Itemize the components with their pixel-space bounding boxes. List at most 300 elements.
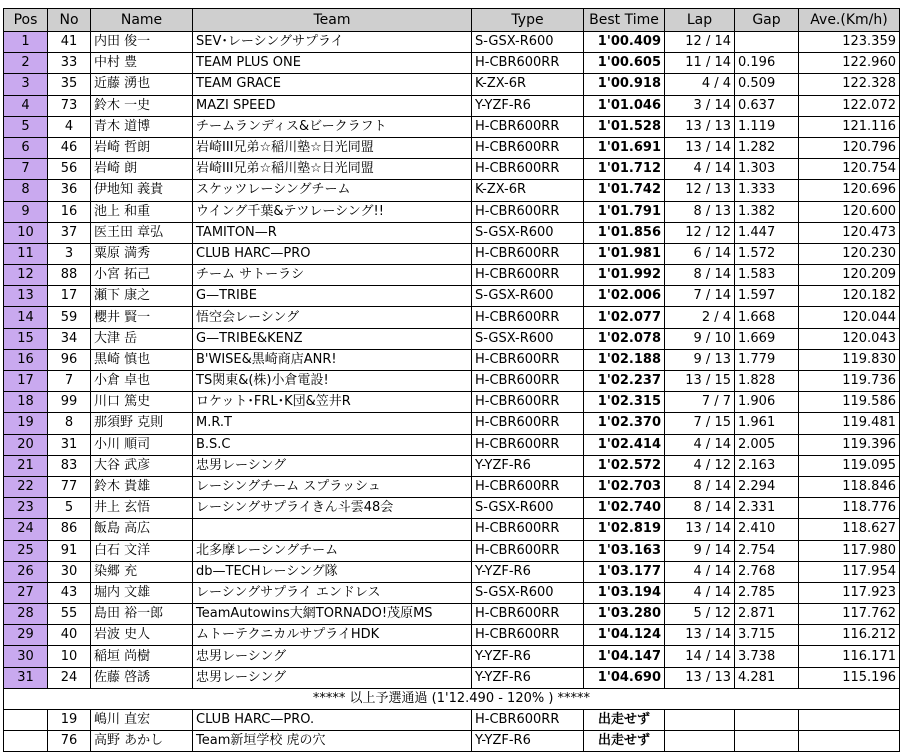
table-row [4, 32, 900, 53]
cell-gap [735, 32, 799, 53]
cell-no: 86 [48, 519, 91, 540]
cell-team: TS関東&(株)小倉電設! [193, 371, 472, 392]
cell-no: 77 [48, 476, 91, 497]
cell-name: 鈴木 一史 [91, 95, 193, 116]
cell-ave: 116.171 [799, 646, 900, 667]
cell-name: 染郷 充 [91, 561, 193, 582]
header-pos: Pos [4, 9, 48, 32]
cell-team: 岩崎III兄弟☆稲川塾☆日光同盟 [193, 159, 472, 180]
cell-ave: 120.044 [799, 307, 900, 328]
table-row [4, 286, 900, 307]
cell-type: H-CBR600RR [472, 413, 584, 434]
cell-lap [665, 731, 735, 752]
cell-pos: 15 [4, 328, 48, 349]
cell-gap: 1.572 [735, 243, 799, 264]
table-row [4, 201, 900, 222]
cell-gap: 1.119 [735, 116, 799, 137]
table-row [4, 498, 900, 519]
cell-ave: 120.473 [799, 222, 900, 243]
cell-best: 1'03.194 [584, 582, 665, 603]
cell-no: 56 [48, 159, 91, 180]
cell-best: 出走せず [584, 731, 665, 752]
cell-ave: 117.954 [799, 561, 900, 582]
cell-no: 35 [48, 74, 91, 95]
cell-pos: 11 [4, 243, 48, 264]
cell-type: S-GSX-R600 [472, 328, 584, 349]
cell-best: 1'02.315 [584, 392, 665, 413]
cell-pos: 28 [4, 604, 48, 625]
cell-ave: 120.230 [799, 243, 900, 264]
cell-type: K-ZX-6R [472, 180, 584, 201]
table-row [4, 371, 900, 392]
cell-gap: 2.785 [735, 582, 799, 603]
cell-name: 中村 豊 [91, 53, 193, 74]
cell-lap: 8 / 14 [665, 476, 735, 497]
cell-type: H-CBR600RR [472, 371, 584, 392]
cell-lap: 9 / 10 [665, 328, 735, 349]
table-row [4, 604, 900, 625]
cell-no: 17 [48, 286, 91, 307]
qualify-note-row [4, 688, 900, 709]
cell-no: 83 [48, 455, 91, 476]
cell-gap: 3.715 [735, 625, 799, 646]
cell-ave: 117.980 [799, 540, 900, 561]
cell-gap: 1.333 [735, 180, 799, 201]
cell-team: TEAM GRACE [193, 74, 472, 95]
cell-best: 1'02.740 [584, 498, 665, 519]
cell-gap: 1.779 [735, 349, 799, 370]
cell-no: 46 [48, 137, 91, 158]
cell-name: 瀬下 康之 [91, 286, 193, 307]
table-row [4, 180, 900, 201]
cell-gap: 2.294 [735, 476, 799, 497]
cell-no: 10 [48, 646, 91, 667]
results-sheet [3, 8, 900, 752]
cell-no: 91 [48, 540, 91, 561]
cell-ave: 117.923 [799, 582, 900, 603]
cell-name: 川口 篤史 [91, 392, 193, 413]
cell-lap: 7 / 14 [665, 286, 735, 307]
cell-name: 櫻井 賢一 [91, 307, 193, 328]
cell-team: MAZI SPEED [193, 95, 472, 116]
cell-lap: 8 / 13 [665, 201, 735, 222]
table-row [4, 328, 900, 349]
dns-row [4, 731, 900, 752]
cell-best: 1'02.077 [584, 307, 665, 328]
cell-name: 大谷 武彦 [91, 455, 193, 476]
cell-ave: 122.328 [799, 74, 900, 95]
cell-team [193, 519, 472, 540]
table-row [4, 265, 900, 286]
table-row [4, 116, 900, 137]
cell-team: TAMITON—R [193, 222, 472, 243]
cell-best: 1'01.791 [584, 201, 665, 222]
cell-gap: 1.583 [735, 265, 799, 286]
cell-lap: 4 / 12 [665, 455, 735, 476]
cell-lap: 6 / 14 [665, 243, 735, 264]
cell-pos: 20 [4, 434, 48, 455]
cell-pos: 10 [4, 222, 48, 243]
cell-pos: 27 [4, 582, 48, 603]
table-row [4, 646, 900, 667]
cell-ave [799, 731, 900, 752]
cell-ave: 118.846 [799, 476, 900, 497]
header-name: Name [91, 9, 193, 32]
cell-no: 30 [48, 561, 91, 582]
cell-team: ロケット･FRL･K団&笠井R [193, 392, 472, 413]
cell-lap: 9 / 14 [665, 540, 735, 561]
table-row [4, 137, 900, 158]
cell-lap: 13 / 14 [665, 519, 735, 540]
cell-team: チーム サトーラシ [193, 265, 472, 286]
cell-no: 34 [48, 328, 91, 349]
cell-team: B.S.C [193, 434, 472, 455]
cell-type: K-ZX-6R [472, 74, 584, 95]
cell-name: 青木 道博 [91, 116, 193, 137]
cell-best: 1'04.124 [584, 625, 665, 646]
dns-body [4, 710, 900, 752]
header-ave: Ave.(Km/h) [799, 9, 900, 32]
cell-name: 小宮 拓己 [91, 265, 193, 286]
cell-team: レーシングサプライ エンドレス [193, 582, 472, 603]
cell-name: 小川 順司 [91, 434, 193, 455]
cell-team: G—TRIBE&KENZ [193, 328, 472, 349]
cell-gap: 1.906 [735, 392, 799, 413]
cell-name: 伊地知 義貴 [91, 180, 193, 201]
cell-type: H-CBR600RR [472, 265, 584, 286]
cell-team: TeamAutowins大網TORNADO!茂原MS [193, 604, 472, 625]
cell-team: 忠男レーシング [193, 667, 472, 688]
cell-lap: 12 / 13 [665, 180, 735, 201]
cell-pos: 8 [4, 180, 48, 201]
cell-best: 1'04.147 [584, 646, 665, 667]
cell-gap: 1.668 [735, 307, 799, 328]
cell-type: H-CBR600RR [472, 201, 584, 222]
cell-gap [735, 710, 799, 731]
table-row [4, 392, 900, 413]
cell-gap: 2.163 [735, 455, 799, 476]
cell-gap: 1.828 [735, 371, 799, 392]
cell-gap: 1.447 [735, 222, 799, 243]
cell-best: 1'03.280 [584, 604, 665, 625]
cell-pos [4, 731, 48, 752]
table-row [4, 159, 900, 180]
table-row [4, 667, 900, 688]
cell-best: 1'02.572 [584, 455, 665, 476]
cell-ave: 119.396 [799, 434, 900, 455]
cell-best: 1'02.006 [584, 286, 665, 307]
cell-team: 忠男レーシング [193, 646, 472, 667]
cell-pos: 14 [4, 307, 48, 328]
cell-lap: 3 / 14 [665, 95, 735, 116]
cell-lap: 12 / 14 [665, 32, 735, 53]
cell-team: 北多摩レーシングチーム [193, 540, 472, 561]
cell-name: 近藤 湧也 [91, 74, 193, 95]
cell-no: 43 [48, 582, 91, 603]
cell-type: H-CBR600RR [472, 307, 584, 328]
cell-name: 粟原 満秀 [91, 243, 193, 264]
cell-ave: 119.586 [799, 392, 900, 413]
cell-best: 1'04.690 [584, 667, 665, 688]
result-body [4, 32, 900, 689]
header-type: Type [472, 9, 584, 32]
cell-pos: 29 [4, 625, 48, 646]
table-row [4, 307, 900, 328]
table-row [4, 222, 900, 243]
cell-type: Y-YZF-R6 [472, 667, 584, 688]
header-gap: Gap [735, 9, 799, 32]
cell-name: 高野 あかし [91, 731, 193, 752]
cell-type: Y-YZF-R6 [472, 95, 584, 116]
cell-pos: 21 [4, 455, 48, 476]
cell-ave: 120.696 [799, 180, 900, 201]
table-row [4, 540, 900, 561]
table-row [4, 434, 900, 455]
table-row [4, 53, 900, 74]
cell-gap: 1.961 [735, 413, 799, 434]
header-no: No [48, 9, 91, 32]
table-row [4, 455, 900, 476]
cell-name: 堀内 文雄 [91, 582, 193, 603]
cell-pos: 16 [4, 349, 48, 370]
cell-type: H-CBR600RR [472, 604, 584, 625]
cell-ave: 120.754 [799, 159, 900, 180]
cell-lap: 11 / 14 [665, 53, 735, 74]
cell-gap: 0.509 [735, 74, 799, 95]
cell-pos [4, 710, 48, 731]
cell-no: 73 [48, 95, 91, 116]
cell-gap: 1.303 [735, 159, 799, 180]
cell-lap: 8 / 14 [665, 498, 735, 519]
cell-gap: 2.005 [735, 434, 799, 455]
cell-ave: 120.796 [799, 137, 900, 158]
cell-lap: 4 / 14 [665, 561, 735, 582]
cell-type: H-CBR600RR [472, 53, 584, 74]
cell-type: H-CBR600RR [472, 540, 584, 561]
table-row [4, 95, 900, 116]
cell-pos: 9 [4, 201, 48, 222]
cell-type: Y-YZF-R6 [472, 455, 584, 476]
cell-best: 1'02.078 [584, 328, 665, 349]
table-row [4, 625, 900, 646]
cell-type: S-GSX-R600 [472, 32, 584, 53]
cell-type: Y-YZF-R6 [472, 646, 584, 667]
cell-pos: 31 [4, 667, 48, 688]
header-lap: Lap [665, 9, 735, 32]
cell-name: 稲垣 尚樹 [91, 646, 193, 667]
table-row [4, 476, 900, 497]
cell-ave: 122.072 [799, 95, 900, 116]
cell-best: 1'00.918 [584, 74, 665, 95]
cell-team: レーシングチーム スプラッシュ [193, 476, 472, 497]
results-table [3, 8, 900, 752]
cell-ave: 119.481 [799, 413, 900, 434]
cell-gap: 0.196 [735, 53, 799, 74]
cell-pos: 6 [4, 137, 48, 158]
cell-ave: 119.736 [799, 371, 900, 392]
cell-no: 41 [48, 32, 91, 53]
cell-lap: 12 / 12 [665, 222, 735, 243]
cell-type: H-CBR600RR [472, 625, 584, 646]
cell-name: 飯島 高広 [91, 519, 193, 540]
cell-no: 19 [48, 710, 91, 731]
table-row [4, 74, 900, 95]
cell-no: 7 [48, 371, 91, 392]
cell-lap: 13 / 13 [665, 667, 735, 688]
cell-type: H-CBR600RR [472, 137, 584, 158]
cell-name: 内田 俊一 [91, 32, 193, 53]
cell-name: 那須野 克則 [91, 413, 193, 434]
cell-gap: 2.331 [735, 498, 799, 519]
cell-best: 1'01.712 [584, 159, 665, 180]
qualify-note: ***** 以上予選通過 (1'12.490 - 120% ) ***** [4, 688, 900, 709]
cell-ave: 119.095 [799, 455, 900, 476]
cell-lap: 7 / 15 [665, 413, 735, 434]
cell-lap: 13 / 13 [665, 116, 735, 137]
cell-team: 岩崎III兄弟☆稲川塾☆日光同盟 [193, 137, 472, 158]
cell-type: H-CBR600RR [472, 116, 584, 137]
cell-name: 佐藤 啓誘 [91, 667, 193, 688]
cell-pos: 18 [4, 392, 48, 413]
cell-gap: 4.281 [735, 667, 799, 688]
cell-team: G—TRIBE [193, 286, 472, 307]
cell-name: 池上 和重 [91, 201, 193, 222]
cell-pos: 13 [4, 286, 48, 307]
table-row [4, 582, 900, 603]
cell-no: 59 [48, 307, 91, 328]
cell-lap: 4 / 14 [665, 434, 735, 455]
cell-team: Team新垣学校 虎の穴 [193, 731, 472, 752]
cell-type: S-GSX-R600 [472, 222, 584, 243]
cell-ave: 117.762 [799, 604, 900, 625]
cell-team: CLUB HARC—PRO. [193, 710, 472, 731]
cell-best: 1'03.163 [584, 540, 665, 561]
cell-best: 1'00.605 [584, 53, 665, 74]
cell-pos: 30 [4, 646, 48, 667]
cell-gap: 3.738 [735, 646, 799, 667]
cell-team: チームランディス&ビークラフト [193, 116, 472, 137]
header-row [4, 9, 900, 32]
cell-gap: 1.597 [735, 286, 799, 307]
cell-lap: 13 / 14 [665, 625, 735, 646]
cell-no: 76 [48, 731, 91, 752]
cell-ave: 118.776 [799, 498, 900, 519]
cell-pos: 22 [4, 476, 48, 497]
cell-team: 忠男レーシング [193, 455, 472, 476]
table-row [4, 413, 900, 434]
cell-ave: 120.043 [799, 328, 900, 349]
cell-type: Y-YZF-R6 [472, 561, 584, 582]
cell-lap: 13 / 15 [665, 371, 735, 392]
cell-team: CLUB HARC—PRO [193, 243, 472, 264]
cell-type: H-CBR600RR [472, 434, 584, 455]
cell-pos: 17 [4, 371, 48, 392]
cell-no: 3 [48, 243, 91, 264]
cell-team: レーシングサプライきん斗雲48会 [193, 498, 472, 519]
cell-lap: 4 / 14 [665, 582, 735, 603]
cell-no: 88 [48, 265, 91, 286]
table-row [4, 519, 900, 540]
cell-pos: 5 [4, 116, 48, 137]
cell-lap: 5 / 12 [665, 604, 735, 625]
cell-best: 1'02.188 [584, 349, 665, 370]
cell-best: 出走せず [584, 710, 665, 731]
cell-team: B'WISE&黒崎商店ANR! [193, 349, 472, 370]
cell-lap: 8 / 14 [665, 265, 735, 286]
table-row [4, 561, 900, 582]
cell-pos: 3 [4, 74, 48, 95]
cell-name: 医王田 章弘 [91, 222, 193, 243]
cell-team: ムトーテクニカルサプライHDK [193, 625, 472, 646]
cell-name: 小倉 卓也 [91, 371, 193, 392]
cell-lap: 14 / 14 [665, 646, 735, 667]
cell-name: 鈴木 貴雄 [91, 476, 193, 497]
cell-best: 1'01.528 [584, 116, 665, 137]
cell-best: 1'01.046 [584, 95, 665, 116]
cell-best: 1'02.370 [584, 413, 665, 434]
cell-no: 96 [48, 349, 91, 370]
cell-pos: 1 [4, 32, 48, 53]
cell-pos: 12 [4, 265, 48, 286]
cell-lap: 4 / 14 [665, 159, 735, 180]
cell-name: 岩崎 哲朗 [91, 137, 193, 158]
cell-lap: 7 / 7 [665, 392, 735, 413]
cell-ave: 123.359 [799, 32, 900, 53]
cell-gap: 2.410 [735, 519, 799, 540]
cell-name: 大津 岳 [91, 328, 193, 349]
cell-gap: 2.768 [735, 561, 799, 582]
cell-name: 岩波 史人 [91, 625, 193, 646]
cell-type: S-GSX-R600 [472, 286, 584, 307]
cell-no: 31 [48, 434, 91, 455]
table-row [4, 349, 900, 370]
cell-lap: 9 / 13 [665, 349, 735, 370]
cell-ave: 118.627 [799, 519, 900, 540]
cell-best: 1'03.177 [584, 561, 665, 582]
cell-lap: 2 / 4 [665, 307, 735, 328]
cell-best: 1'01.856 [584, 222, 665, 243]
cell-type: H-CBR600RR [472, 710, 584, 731]
cell-no: 16 [48, 201, 91, 222]
cell-lap: 4 / 4 [665, 74, 735, 95]
cell-team: ウイング千葉&テツレーシング!! [193, 201, 472, 222]
cell-type: H-CBR600RR [472, 349, 584, 370]
cell-type: H-CBR600RR [472, 159, 584, 180]
cell-best: 1'02.819 [584, 519, 665, 540]
cell-name: 井上 玄悟 [91, 498, 193, 519]
cell-no: 55 [48, 604, 91, 625]
cell-pos: 19 [4, 413, 48, 434]
cell-name: 岩崎 朗 [91, 159, 193, 180]
cell-ave: 115.196 [799, 667, 900, 688]
cell-best: 1'01.742 [584, 180, 665, 201]
cell-gap: 0.637 [735, 95, 799, 116]
table-row [4, 243, 900, 264]
cell-gap: 1.382 [735, 201, 799, 222]
cell-gap: 1.669 [735, 328, 799, 349]
cell-pos: 2 [4, 53, 48, 74]
header-best-time: Best Time [584, 9, 665, 32]
cell-best: 1'02.703 [584, 476, 665, 497]
cell-name: 島田 裕一郎 [91, 604, 193, 625]
cell-gap: 2.871 [735, 604, 799, 625]
cell-no: 5 [48, 498, 91, 519]
cell-pos: 24 [4, 519, 48, 540]
cell-best: 1'01.691 [584, 137, 665, 158]
cell-name: 白石 文洋 [91, 540, 193, 561]
cell-type: H-CBR600RR [472, 243, 584, 264]
cell-name: 黒崎 慎也 [91, 349, 193, 370]
